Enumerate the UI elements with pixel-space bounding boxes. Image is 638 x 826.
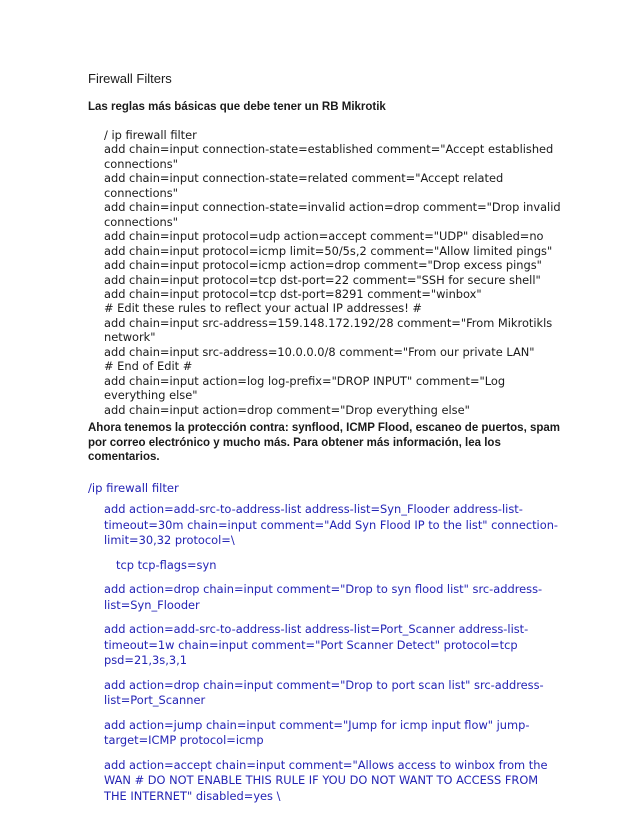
paragraph-line: por correo electrónico y mucho más. Para obtener más información, lea los xyxy=(88,436,501,449)
code-line: add chain=input action=drop comment="Drop everything else" xyxy=(104,402,470,417)
code-block-basic-rules xyxy=(104,128,561,417)
code-line: add chain=input protocol=tcp dst-port=8291 comment="winbox" xyxy=(104,286,482,301)
code-line: add action=add-src-to-address-list address-list=Syn_Flooder address-list- xyxy=(104,502,523,516)
code-line: add chain=input action=log log-prefix="DROP INPUT" comment="Log xyxy=(104,373,506,388)
code-line: add action=accept chain=input comment="Allows access to winbox from the xyxy=(104,757,548,772)
code-line: timeout=30m chain=input comment="Add Syn Flood IP to the list" connection- xyxy=(104,517,559,532)
code-line: add action=jump chain=input comment="Jump for icmp input flow" jump- xyxy=(104,717,530,732)
code-line: add chain=input protocol=udp action=accept comment="UDP" disabled=no xyxy=(104,229,544,244)
code-block-protection-rules xyxy=(104,502,564,813)
rule-paragraph xyxy=(104,678,564,709)
paragraph-line: comentarios. xyxy=(88,451,160,463)
code-line: WAN # DO NOT ENABLE THIS RULE IF YOU DO NOT WANT TO ACCESS FROM xyxy=(104,773,539,787)
rule-paragraph xyxy=(104,622,564,669)
code-line: connections" xyxy=(104,185,178,200)
rule-paragraph xyxy=(104,582,564,613)
code-line: add chain=input connection-state=invalid action=drop comment="Drop invalid xyxy=(104,200,561,215)
code-line: # Edit these rules to reflect your actual IP addresses! # xyxy=(104,301,422,316)
code-line: # End of Edit # xyxy=(104,359,193,374)
rule-paragraph xyxy=(104,758,564,805)
code-line: add chain=input protocol=icmp limit=50/5s,2 comment="Allow limited pings" xyxy=(104,243,553,258)
code-line: timeout=1w chain=input comment="Port Scanner Detect" protocol=tcp xyxy=(104,637,518,652)
code-line: network" xyxy=(104,330,156,345)
code-line: THE INTERNET" disabled=yes \ xyxy=(104,788,281,803)
document-title: Firewall Filters xyxy=(88,71,172,86)
firewall-filter-command: /ip firewall filter xyxy=(88,481,179,495)
code-line: add chain=input src-address=10.0.0.0/8 comment="From our private LAN" xyxy=(104,344,535,359)
rule-paragraph xyxy=(104,558,564,574)
code-line: / ip firewall filter xyxy=(104,128,197,142)
code-line: add chain=input connection-state=established comment="Accept established xyxy=(104,142,554,157)
code-line: target=ICMP protocol=icmp xyxy=(104,733,264,747)
code-line: list=Port_Scanner xyxy=(104,693,206,707)
code-line: add action=add-src-to-address-list address-list=Port_Scanner address-list- xyxy=(104,622,529,636)
code-line: add chain=input src-address=159.148.172.192/28 comment="From Mikrotikls xyxy=(104,315,553,330)
protection-paragraph xyxy=(88,421,561,465)
code-line: everything else" xyxy=(104,388,198,403)
rule-paragraph xyxy=(104,502,564,549)
code-line: add chain=input protocol=tcp dst-port=22 comment="SSH for secure shell" xyxy=(104,272,541,287)
code-line: connections" xyxy=(104,156,178,171)
code-line: tcp tcp-flags=syn xyxy=(116,557,217,572)
code-line: connections" xyxy=(104,214,178,229)
code-line: psd=21,3s,3,1 xyxy=(104,653,187,667)
paragraph-line: Ahora tenemos la protección contra: synflood, ICMP Flood, escaneo de puertos, spam xyxy=(88,422,561,434)
code-line: add action=drop chain=input comment="Drop to port scan list" src-address- xyxy=(104,677,544,692)
code-line: add chain=input protocol=icmp action=drop comment="Drop excess pings" xyxy=(104,258,542,273)
code-line: list=Syn_Flooder xyxy=(104,597,200,612)
code-line: add action=drop chain=input comment="Drop to syn flood list" src-address- xyxy=(104,582,543,596)
rule-paragraph xyxy=(104,718,564,749)
code-line: add chain=input connection-state=related comment="Accept related xyxy=(104,171,504,186)
code-line: limit=30,32 protocol=\ xyxy=(104,533,235,547)
section-heading: Las reglas más básicas que debe tener un RB Mikrotik xyxy=(88,101,386,113)
